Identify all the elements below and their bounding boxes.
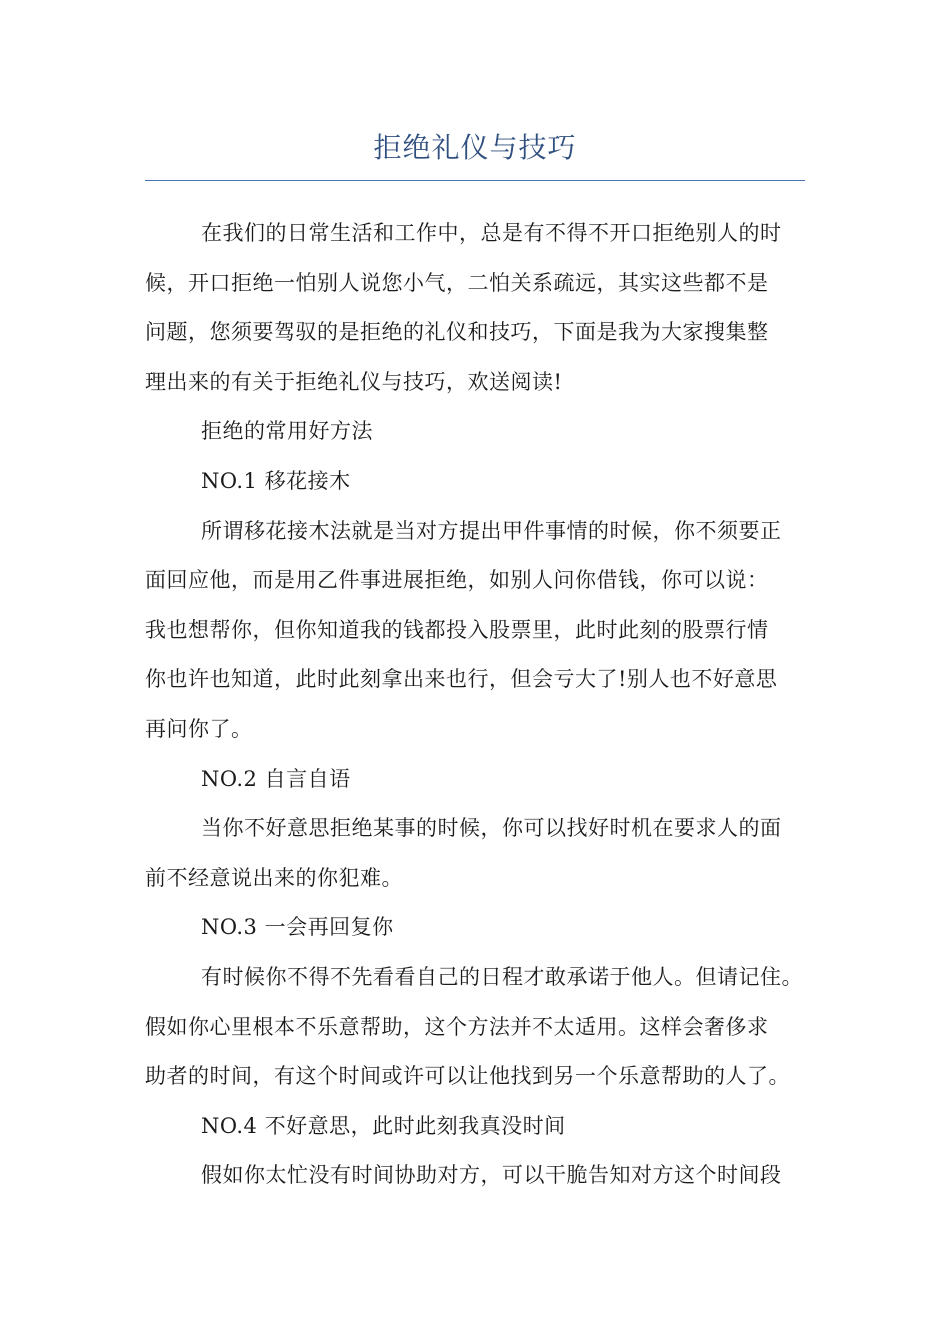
body-text-line: 有时候你不得不先看看自己的日程才敢承诺于他人。但请记住。 bbox=[201, 964, 803, 989]
title-divider bbox=[145, 180, 805, 181]
document-body bbox=[145, 212, 807, 1204]
body-text-line: 假如你太忙没有时间协助对方，可以干脆告知对方这个时间段 bbox=[201, 1163, 782, 1188]
body-text-line: 我也想帮你，但你知道我的钱都投入股票里，此时此刻的股票行情 bbox=[145, 617, 769, 642]
body-text-line: 问题，您须要驾驭的是拒绝的礼仪和技巧，下面是我为大家搜集整 bbox=[145, 320, 769, 345]
section-heading: NO.3 一会再回复你 bbox=[201, 915, 394, 940]
body-text-line: 候，开口拒绝一怕别人说您小气，二怕关系疏远，其实这些都不是 bbox=[145, 270, 769, 295]
body-text-line: 面回应他，而是用乙件事进展拒绝，如别人问你借钱，你可以说： bbox=[145, 568, 769, 593]
body-text-line: 前不经意说出来的你犯难。 bbox=[145, 865, 403, 890]
document-title: 拒绝礼仪与技巧 bbox=[373, 131, 577, 164]
body-text-line: 你也许也知道，此时此刻拿出来也行，但会亏大了!别人也不好意思 bbox=[145, 667, 778, 692]
section-heading: NO.1 移花接木 bbox=[201, 468, 351, 493]
body-text-line: 助者的时间，有这个时间或许可以让他找到另一个乐意帮助的人了。 bbox=[145, 1064, 790, 1089]
body-text-line: 所谓移花接木法就是当对方提出甲件事情的时候，你不须要正 bbox=[201, 518, 782, 543]
body-text-line: 假如你心里根本不乐意帮助，这个方法并不太适用。这样会奢侈求 bbox=[145, 1014, 769, 1039]
body-text-line: 在我们的日常生活和工作中，总是有不得不开口拒绝别人的时 bbox=[201, 221, 782, 245]
section-heading: NO.4 不好意思，此时此刻我真没时间 bbox=[201, 1113, 566, 1138]
body-text-line: 再问你了。 bbox=[145, 716, 253, 741]
body-text-line: 当你不好意思拒绝某事的时候，你可以找好时机在要求人的面 bbox=[201, 816, 782, 841]
body-text-line: 理出来的有关于拒绝礼仪与技巧，欢送阅读! bbox=[145, 369, 563, 394]
section-heading: NO.2 自言自语 bbox=[201, 766, 351, 791]
body-text-line: 拒绝的常用好方法 bbox=[201, 419, 373, 444]
